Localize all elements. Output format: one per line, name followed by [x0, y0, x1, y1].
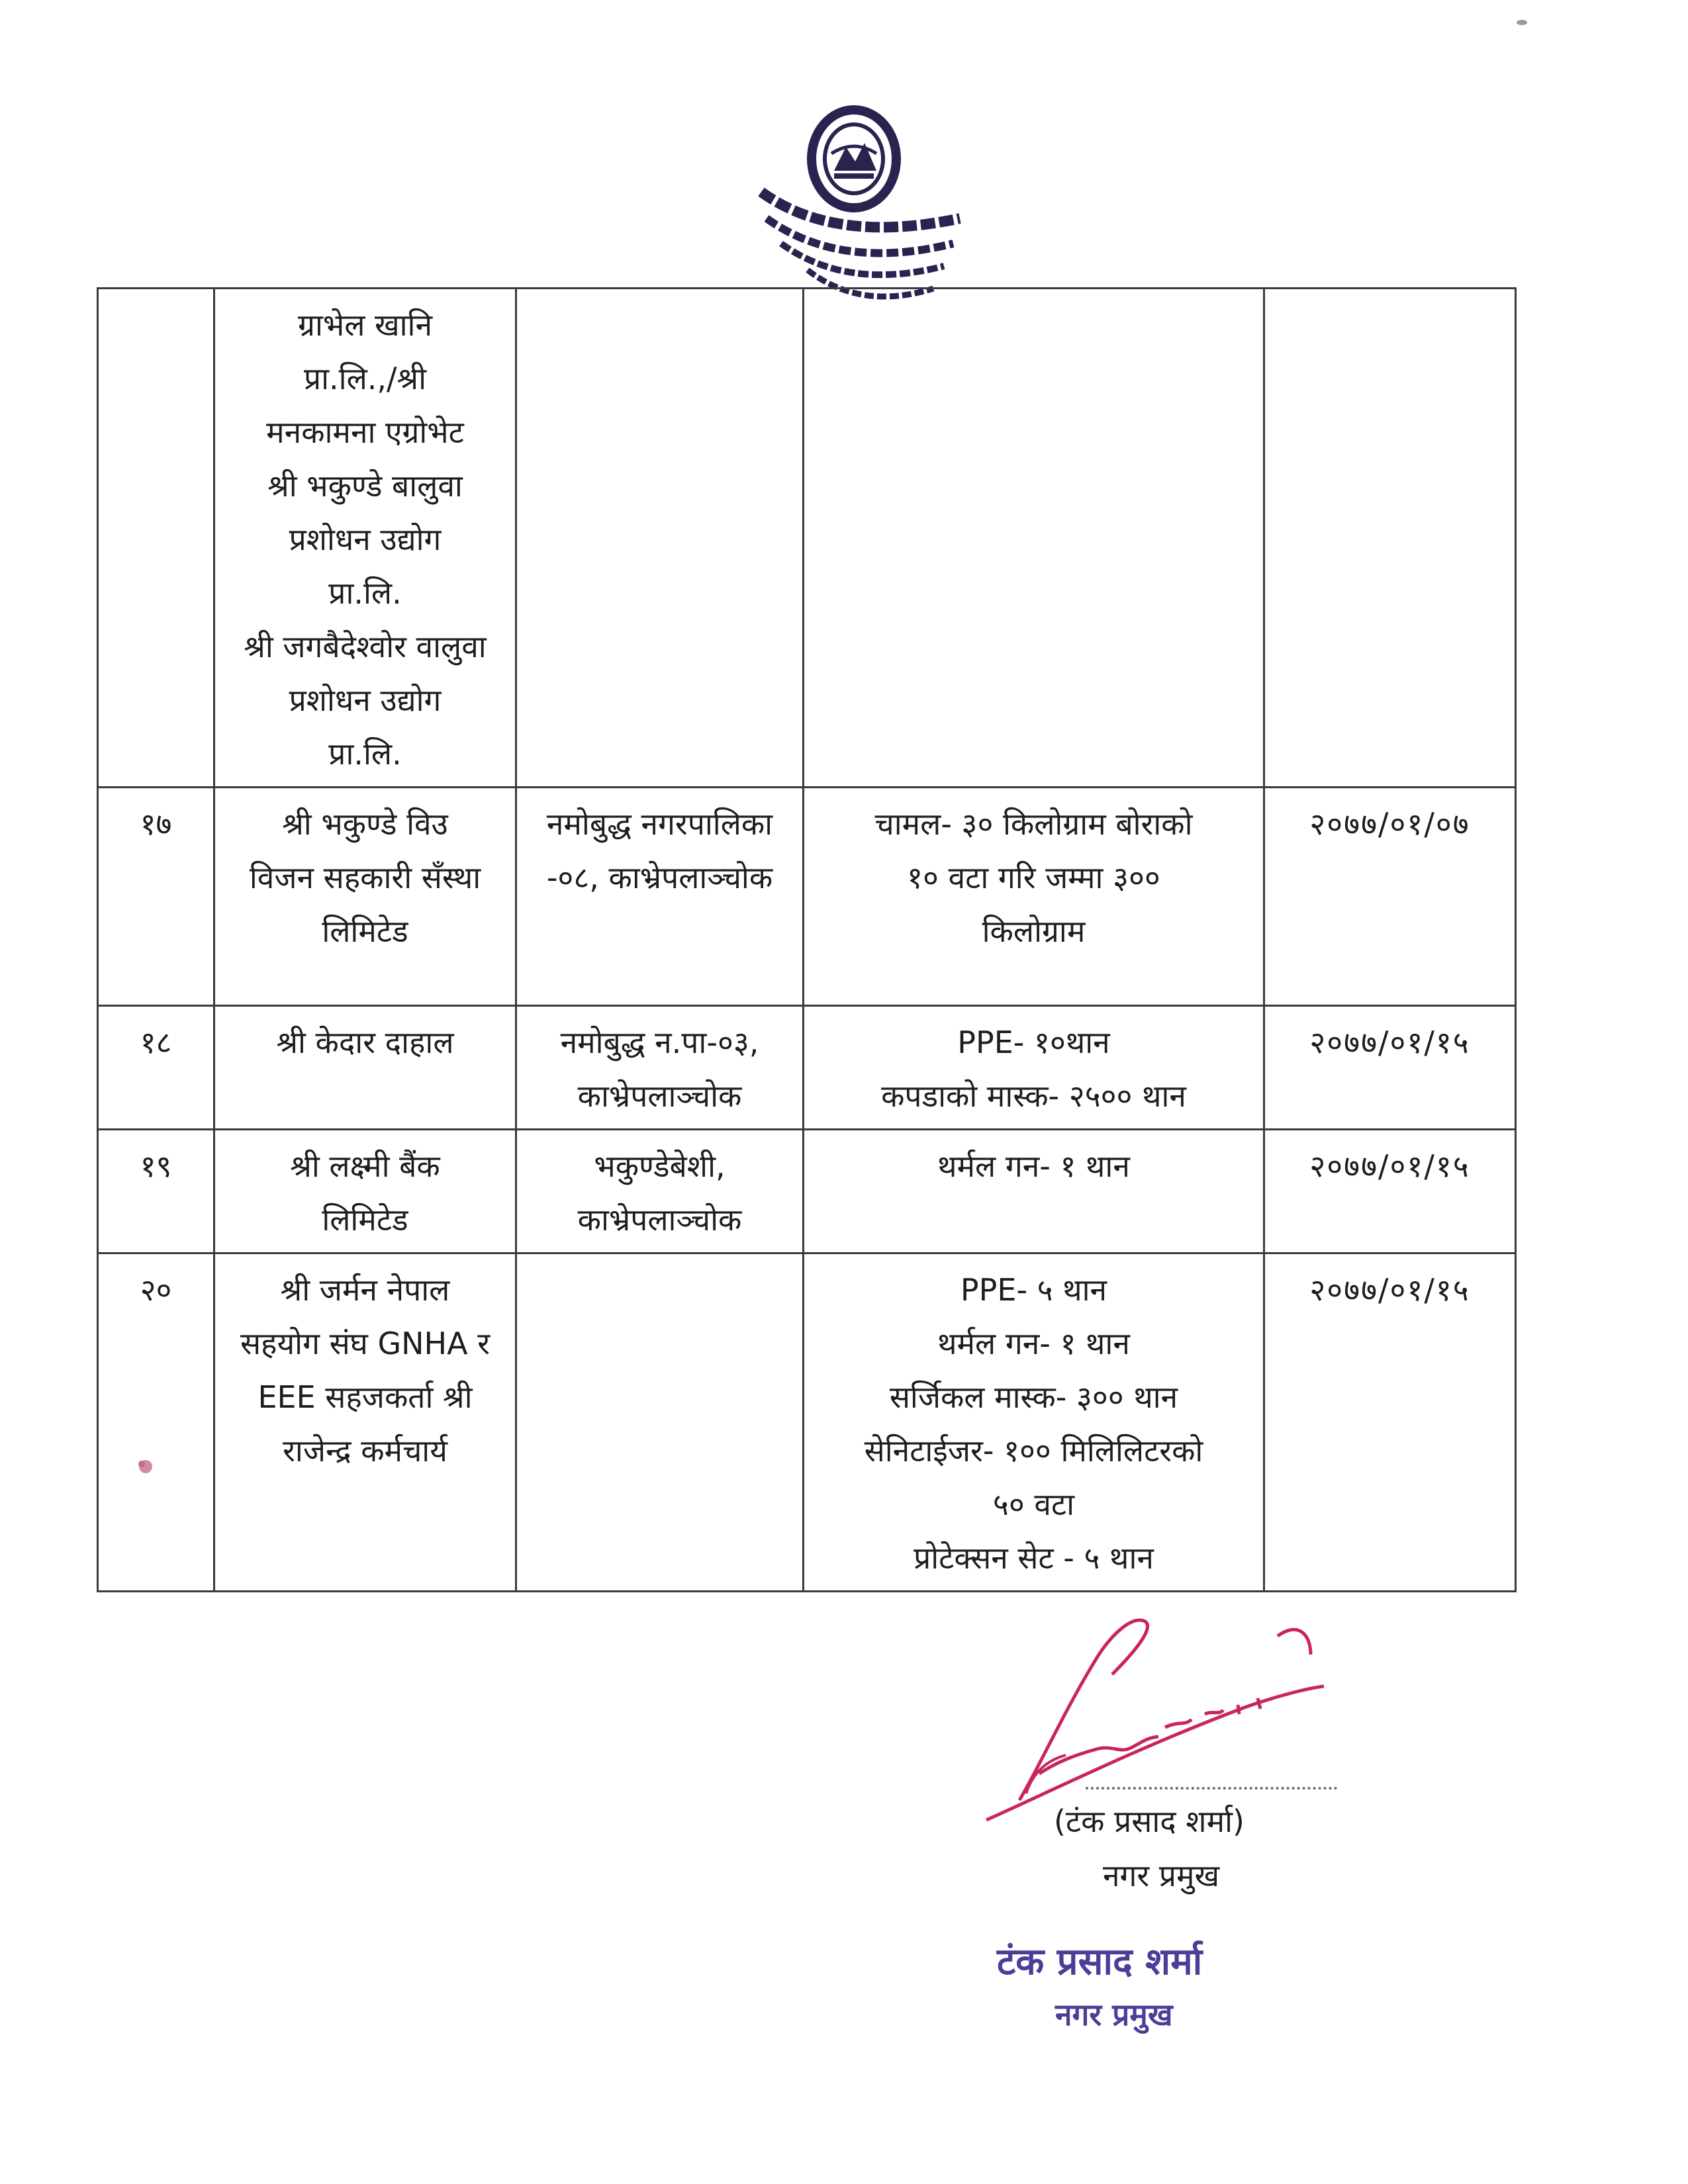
cell-line: १० वटा गरि जम्मा ३००	[907, 860, 1160, 895]
date-cell	[1264, 1006, 1516, 1130]
serial-number: २०	[140, 1272, 172, 1308]
stamp-title: नगर प्रमुख	[1055, 1997, 1173, 2032]
items-cell	[804, 1130, 1264, 1253]
date-value: २०७७/०१/०७	[1309, 806, 1470, 842]
address-cell	[516, 1006, 804, 1130]
items-cell	[804, 289, 1264, 788]
signature-line	[1086, 1787, 1337, 1790]
cell-line: सेनिटाईजर- १०० मिलिलिटरको	[864, 1433, 1203, 1469]
address-cell	[516, 289, 804, 788]
cell-line: कपडाको मास्क- २५०० थान	[881, 1078, 1186, 1114]
items-cell	[804, 1253, 1264, 1592]
address-cell	[516, 1130, 804, 1253]
table-row	[98, 289, 1516, 788]
cell-line: PPE- ५ थान	[960, 1272, 1107, 1308]
cell-line: प्रशोधन उद्योग	[289, 682, 442, 718]
cell-line: नमोबुद्ध नगरपालिका	[546, 806, 773, 842]
donor-name-cell	[214, 1130, 516, 1253]
cell-line: काभ्रेपलाञ्चोक	[577, 1202, 742, 1238]
serial-number: १८	[140, 1024, 172, 1060]
items-cell	[804, 1006, 1264, 1130]
cell-line: प्रा.लि.	[328, 736, 402, 772]
cell-line: PPE- १०थान	[957, 1024, 1110, 1060]
serial-number-cell	[98, 289, 214, 788]
serial-number-cell	[98, 1253, 214, 1592]
cell-line: किलोग्राम	[982, 913, 1086, 949]
donor-name-cell	[214, 289, 516, 788]
table-row	[98, 1006, 1516, 1130]
cell-line: ५० वटा	[992, 1486, 1075, 1522]
ink-smudge	[1516, 19, 1528, 26]
cell-line: श्री केदार दाहाल	[276, 1024, 454, 1060]
address-cell	[516, 788, 804, 1006]
table-row	[98, 1253, 1516, 1592]
cell-line: श्री जर्मन नेपाल	[280, 1272, 450, 1308]
serial-number: १७	[140, 806, 172, 842]
donor-name-cell	[214, 788, 516, 1006]
cell-line: प्रा.लि.,/श्री	[303, 361, 427, 396]
cell-line: राजेन्द्र कर्मचार्य	[283, 1433, 447, 1469]
items-cell	[804, 788, 1264, 1006]
cell-line: लिमिटेड	[322, 913, 408, 949]
stamp-name: टंक प्रसाद शर्मा	[997, 1940, 1203, 1983]
signer-title: नगर प्रमुख	[1103, 1858, 1220, 1893]
cell-line: श्री लक्ष्मी बैंक	[290, 1148, 440, 1184]
date-value: २०७७/०१/१५	[1309, 1024, 1470, 1060]
date-value: २०७७/०१/१५	[1309, 1148, 1470, 1184]
signer-name: (टंक प्रसाद शर्मा)	[1054, 1803, 1244, 1839]
date-cell	[1264, 1130, 1516, 1253]
cell-line: श्री भकुण्डे विउ	[282, 806, 448, 842]
serial-number-cell	[98, 788, 214, 1006]
ink-spot	[132, 1453, 159, 1480]
date-cell	[1264, 289, 1516, 788]
cell-line: सर्जिकल मास्क- ३०० थान	[889, 1379, 1178, 1415]
donor-name-cell	[214, 1253, 516, 1592]
cell-line: EEE सहजकर्ता श्री	[258, 1379, 473, 1415]
cell-line: सहयोग संघ GNHA र	[240, 1326, 491, 1361]
address-cell	[516, 1253, 804, 1592]
cell-line: श्री जगबैदेश्वोर वालुवा	[244, 629, 487, 664]
cell-line: भकुण्डेबेशी,	[594, 1148, 726, 1184]
cell-line: -०८, काभ्रेपलाञ्चोक	[546, 860, 773, 895]
cell-line: विजन सहकारी सँस्था	[249, 860, 481, 895]
donations-table	[97, 287, 1517, 1592]
cell-line: थर्मल गन- १ थान	[937, 1326, 1130, 1361]
cell-line: थर्मल गन- १ थान	[937, 1148, 1130, 1184]
serial-number-cell	[98, 1130, 214, 1253]
date-cell	[1264, 1253, 1516, 1592]
cell-line: मनकामना एग्रोभेट	[266, 414, 464, 450]
table-row	[98, 788, 1516, 1006]
table-row	[98, 1130, 1516, 1253]
cell-line: चामल- ३० किलोग्राम बोराको	[874, 806, 1193, 842]
date-cell	[1264, 788, 1516, 1006]
cell-line: प्रशोधन उद्योग	[289, 522, 442, 557]
cell-line: लिमिटेड	[322, 1202, 408, 1238]
cell-line: प्रोटेक्सन सेट - ५ थान	[914, 1540, 1154, 1576]
date-value: २०७७/०१/१५	[1309, 1272, 1470, 1308]
cell-line: ग्राभेल खानि	[298, 307, 432, 343]
serial-number: १९	[140, 1148, 172, 1184]
cell-line: श्री भकुण्डे बालुवा	[267, 468, 463, 504]
donor-name-cell	[214, 1006, 516, 1130]
cell-line: नमोबुद्ध न.पा-०३,	[560, 1024, 759, 1060]
cell-line: प्रा.लि.	[328, 575, 402, 611]
cell-line: काभ्रेपलाञ्चोक	[577, 1078, 742, 1114]
serial-number-cell	[98, 1006, 214, 1130]
